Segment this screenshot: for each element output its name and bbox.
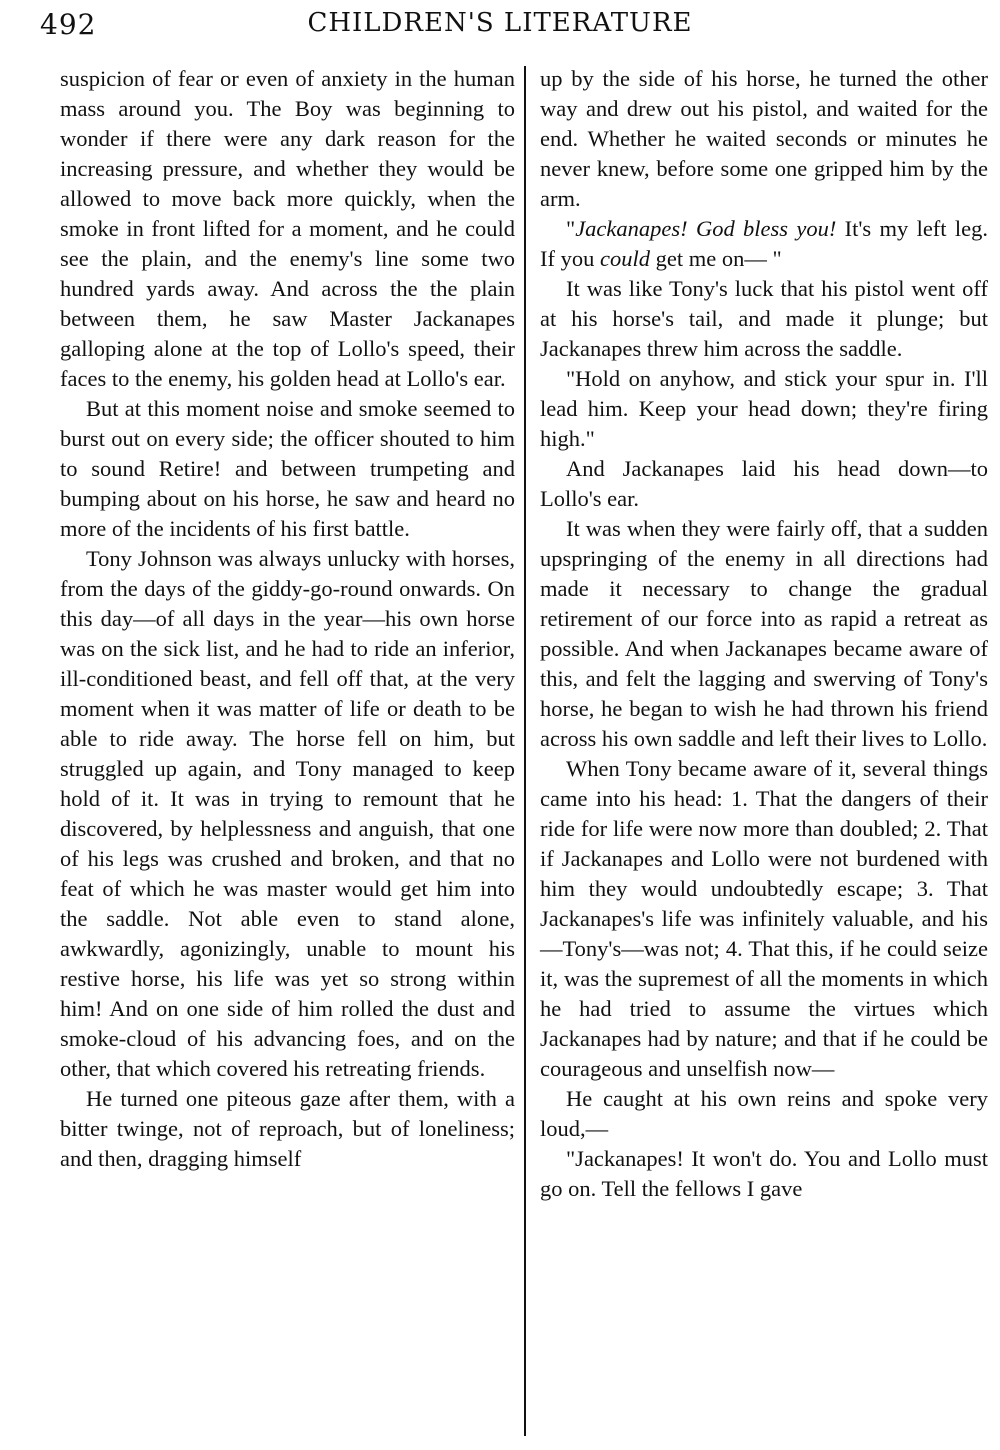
paragraph: "Hold on anyhow, and stick your spur in. I'll lead him. Keep your head down; they're firing high." [540, 366, 988, 451]
paragraph: up by the side of his horse, he turned the other way and drew out his pistol, and waited for the end. Whether he waited seconds or minutes he never knew, before some one gripped him by the arm. [540, 66, 988, 211]
left-column [60, 64, 515, 1174]
paragraph: He turned one piteous gaze after them, with a bitter twinge, not of reproach, but of loneliness; and then, dragging himself [60, 1086, 515, 1171]
page-number: 492 [40, 8, 97, 41]
paragraph: But at this moment noise and smoke seemed to burst out on every side; the officer shouted to him to sound Retire! and between trumpeting and bumping about on his horse, he saw and heard no more of the incidents of his first battle. [60, 396, 515, 541]
paragraph: He caught at his own reins and spoke very loud,— [540, 1086, 988, 1141]
paragraph: It was like Tony's luck that his pistol went off at his horse's tail, and made it plunge; but Jackanapes threw him across the saddle. [540, 276, 988, 361]
column-divider [524, 66, 526, 1436]
paragraph: suspicion of fear or even of anxiety in the human mass around you. The Boy was beginning to wonder if there were any dark reason for the increasing pressure, and whether they would be allowed to move back more quickly, when the smoke in front lifted for a moment, and he could see the plain, and the enemy's line some two hundred yards away. And across the the plain between them, he saw Master Jackanapes galloping alone at the top of Lollo's speed, their faces to the enemy, his golden head at Lollo's ear. [60, 66, 515, 391]
paragraph: It was when they were fairly off, that a sudden upspringing of the enemy in all directions had made it necessary to change the gradual retirement of our force into as rapid a retreat as possible. And when Jackanapes became aware of this, and felt the lagging and swerving of Tony's horse, he began to wish he had thrown his friend across his own saddle and left their lives to Lollo. [540, 516, 988, 751]
text-run: get me on— " [650, 246, 782, 271]
paragraph: Tony Johnson was always unlucky with horses, from the days of the giddy-go-round onwards. On this day—of all days in the year—his own horse was on the sick list, and he had to ride an inferior, ill-conditioned beast, and fell off that, at the very moment when it was matter of life or death to be able to ride away. The horse fell on him, but struggled up again, and Tony managed to keep hold of it. It was in trying to remount that he discovered, by helplessness and anguish, that one of his legs was crushed and broken, and that no feat of which he was master would get him into the saddle. Not able even to stand alone, awkwardly, agonizingly, unable to mount his restive horse, his life was yet so strong within him! And on one side of him rolled the dust and smoke-cloud of his advancing foes, and on the other, that which covered his retreating friends. [60, 546, 515, 1081]
paragraph: When Tony became aware of it, several things came into his head: 1. That the dangers of their ride for life were now more than doubled; 2. That if Jackanapes and Lollo were not burdened with him they would undoubtedly escape; 3. That Jackanapes's life was infinitely valuable, and his—Tony's—was not; 4. That this, if he could seize it, was the supremest of all the moments in which he had tried to assume the virtues which Jackanapes had by nature; and that if he could be courageous and unselfish now— [540, 756, 988, 1081]
italic-text: Jackanapes! God bless you! [575, 216, 837, 241]
quote-mark: " [566, 216, 576, 241]
italic-text: could [600, 246, 650, 271]
text-run: It's my left leg. If you [540, 216, 988, 271]
paragraph: And Jackanapes laid his head down—to Lollo's ear. [540, 456, 988, 511]
paragraph: "Jackanapes! It won't do. You and Lollo must go on. Tell the fellows I gave [540, 1146, 988, 1201]
paragraph [540, 214, 988, 274]
right-column [540, 64, 988, 1204]
running-title: CHILDREN'S LITERATURE [307, 8, 693, 38]
